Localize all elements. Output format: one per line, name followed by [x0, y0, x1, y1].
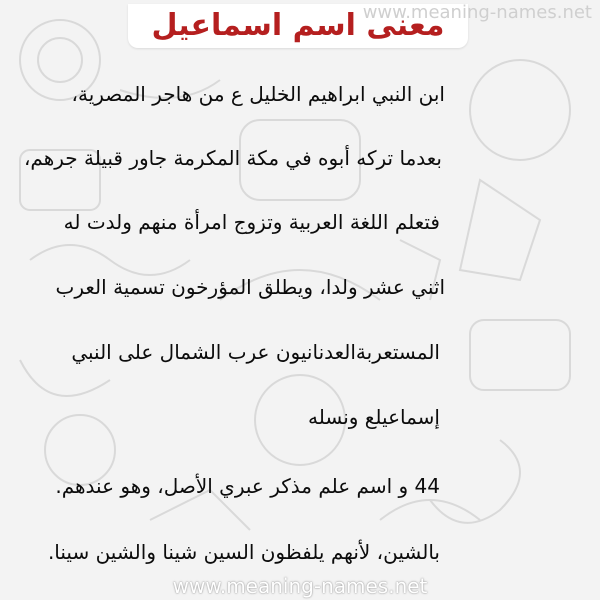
body-line-5: المستعربةالعدنانيون عرب الشمال على النبي	[71, 340, 440, 364]
watermark-top: www.meaning-names.net	[362, 2, 592, 23]
body-line-6: إسماعيلع ونسله	[308, 405, 440, 429]
body-line-2: بعدما تركه أبوه في مكة المكرمة جاور قبيلة جرهم،	[23, 146, 442, 170]
watermark-bottom: www.meaning-names.net	[172, 574, 428, 598]
body-line-1: ابن النبي ابراهيم الخليل ع من هاجر المصرية،	[71, 82, 445, 106]
body-line-8: بالشين، لأنهم يلفظون السين شينا والشين سينا.	[47, 540, 440, 564]
body-line-4: اثني عشر ولدا، ويطلق المؤرخون تسمية العرب	[55, 275, 445, 299]
body-line-7: 44 و اسم علم مذكر عبري الأصل، وهو عندهم.	[55, 474, 440, 498]
body-line-3: فتعلم اللغة العربية وتزوج امرأة منهم ولدت له	[63, 210, 440, 234]
page-title: معنى اسم اسماعيل	[151, 8, 445, 43]
